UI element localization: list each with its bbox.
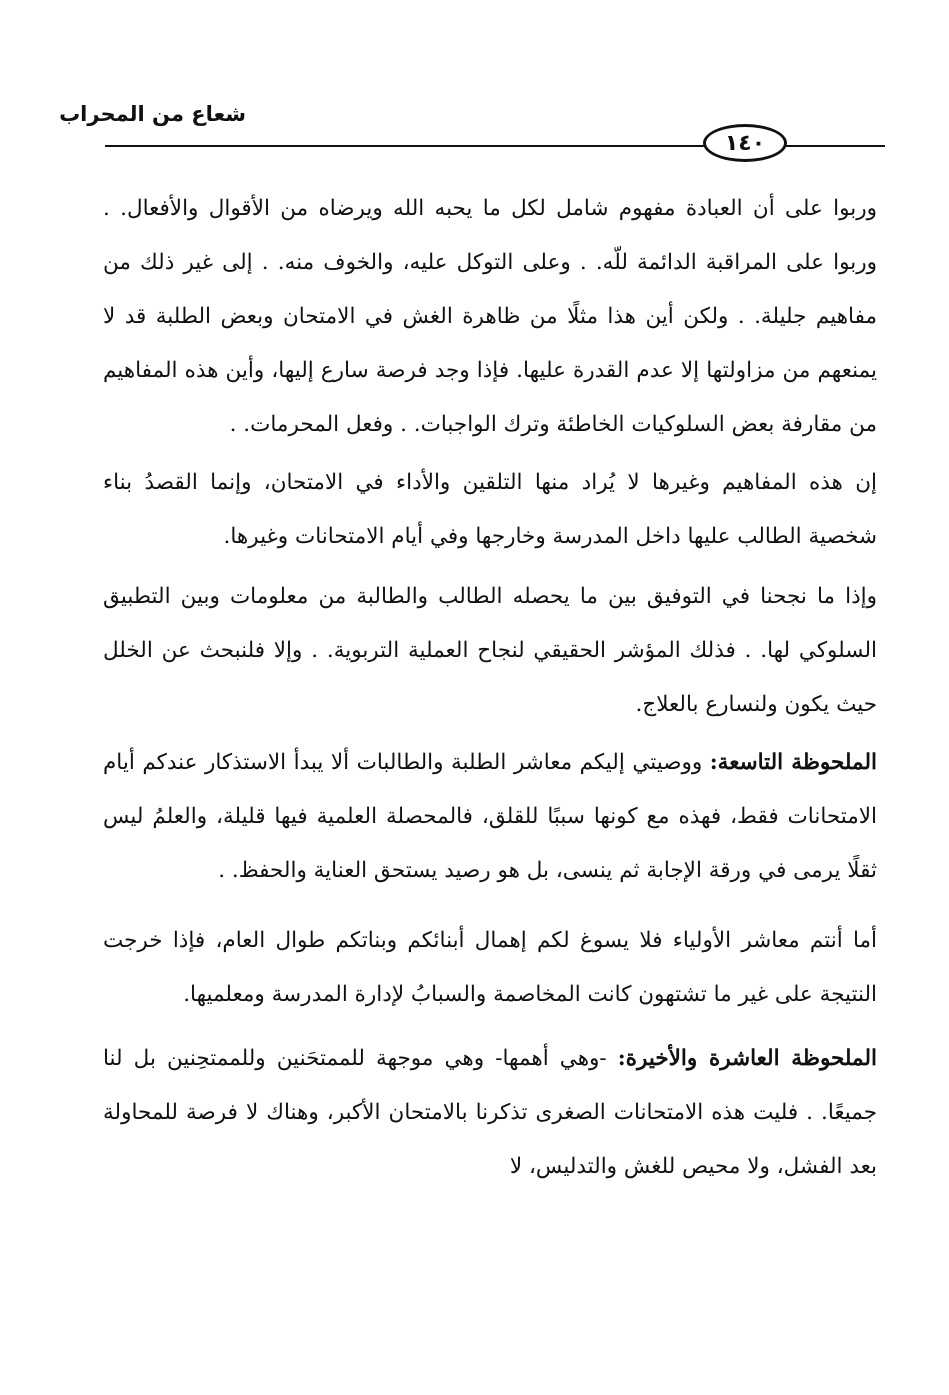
page-number-text: ١٤٠ [724,130,766,156]
page-number [703,124,787,162]
paragraph-4-text: ووصيتي إليكم معاشر الطلبة والطالبات ألا يبدأ الاستذكار عندكم أيام الامتحانات فقط، فهذه مع كونها سببًا للقلق، فالمحصلة العلمية فيها قليلة، والعلمُ ليس ثقلًا يرمى في ورقة الإجابة ثم ينسى، بل هو رصيد يستحق العناية والحفظ. . [103,750,877,883]
paragraph-5 [103,914,877,1022]
note-10-heading: الملحوظة العاشرة والأخيرة: [617,1046,878,1071]
paragraph-4 [103,736,877,898]
paragraph-2-text: إن هذه المفاهيم وغيرها لا يُراد منها التلقين والأداء في الامتحان، وإنما القصدُ بناء شخصية الطالب عليها داخل المدرسة وخارجها وفي أيام الامتحانات وغيرها. [103,470,877,549]
paragraph-6 [103,1032,877,1194]
paragraph-1-text: وربوا على أن العبادة مفهوم شامل لكل ما يحبه الله ويرضاه من الأقوال والأفعال. . وربوا على المراقبة الدائمة للّه. . وعلى التوكل عليه، والخوف منه. . إلى غير ذلك من مفاهيم جليلة. . ولكن أين هذا مثلًا من ظاهرة الغش في الامتحان وبعض الطلبة قد لا يمنعهم من مزاولتها إلا عدم القدرة عليها. فإذا وجد فرصة سارع إليها، وأين هذه المفاهيم من مقارفة بعض السلوكيات الخاطئة وترك الواجبات. . وفعل المحرمات. . [103,196,877,437]
paragraph-1 [103,182,877,452]
paragraph-2 [103,456,877,564]
paragraph-6-text: -وهي أهمها- وهي موجهة للممتحَنين وللممتحِنين بل لنا جميعًا. . فليت هذه الامتحانات الصغرى تذكرنا بالامتحان الأكبر، وهناك لا فرصة للمحاولة بعد الفشل، ولا محيص للغش والتدليس، لا [103,1046,877,1179]
paragraph-3-text: وإذا ما نجحنا في التوفيق بين ما يحصله الطالب والطالبة من معلومات وبين التطبيق السلوكي لها. . فذلك المؤشر الحقيقي لنجاح العملية التربوية. . وإلا فلنبحث عن الخلل حيث يكون ولنسارع بالعلاج. [103,584,877,717]
paragraph-5-text: أما أنتم معاشر الأولياء فلا يسوغ لكم إهمال أبنائكم وبناتكم طوال العام، فإذا خرجت النتيجة على غير ما تشتهون كانت المخاصمة والسبابُ لإدارة المدرسة ومعلميها. [103,928,877,1007]
body-text [103,182,877,1204]
note-9-heading: الملحوظة التاسعة: [709,750,877,775]
paragraph-3 [103,570,877,732]
running-title: شعاع من المحراب [59,102,246,126]
